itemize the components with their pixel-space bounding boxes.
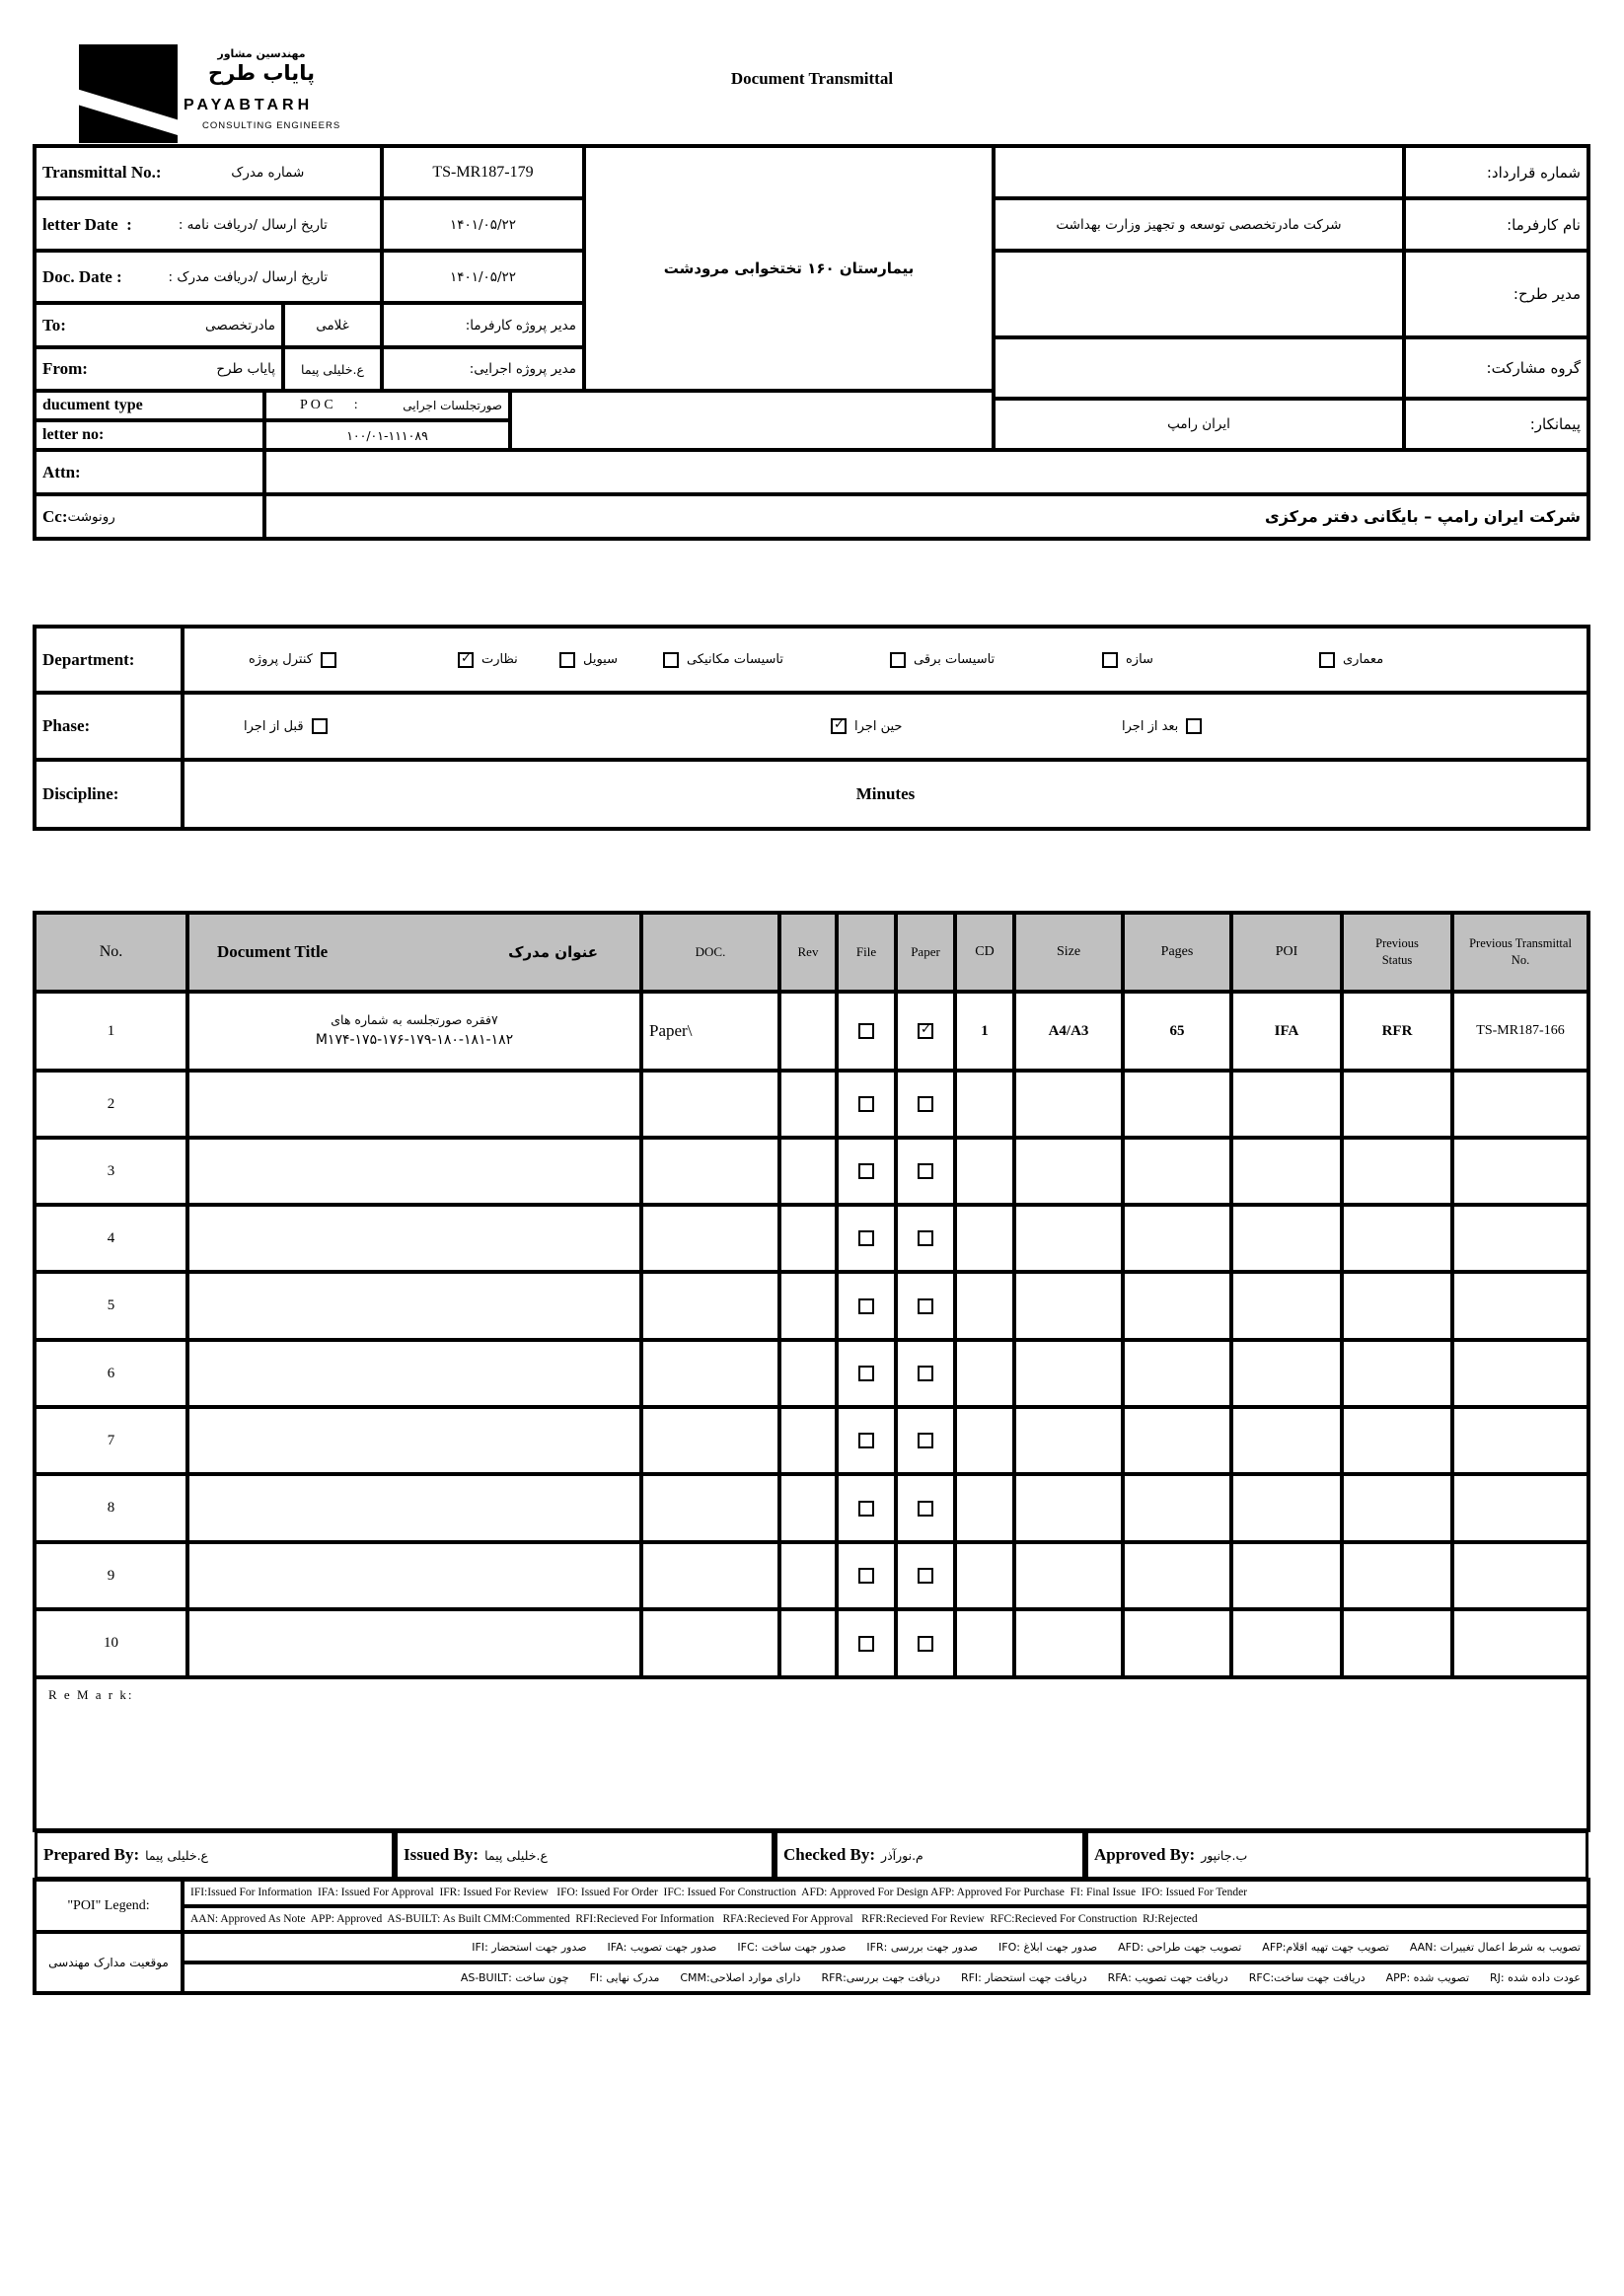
civil-label: سیویل <box>583 652 618 667</box>
header-title-en: Document Title <box>217 942 329 961</box>
doc-row-4-size <box>1014 1205 1123 1272</box>
doc-row-2-prev_transmittal <box>1452 1071 1588 1138</box>
department-architecture <box>1319 652 1383 668</box>
partnership-value[interactable] <box>994 337 1404 399</box>
doc-row-7-rev <box>779 1407 837 1474</box>
supervision-checkbox[interactable] <box>458 652 474 668</box>
header-no: No. <box>35 913 187 992</box>
doc-row-4-prev_status <box>1342 1205 1452 1272</box>
doc-row-9-prev_transmittal <box>1452 1542 1588 1609</box>
doc-type-en: P O C : <box>300 398 358 412</box>
page-title: Document Transmittal <box>730 69 894 88</box>
logo-en-subtitle: CONSULTING ENGINEERS <box>202 120 341 131</box>
doc-type-value <box>264 391 510 420</box>
doc-row-7-title <box>187 1407 641 1474</box>
remark-label: R e M a r k: <box>48 1687 134 1702</box>
doc-row-6-cd <box>955 1340 1014 1407</box>
during-execution-checkbox[interactable] <box>831 718 847 734</box>
prepared-by-label: Prepared By: <box>43 1845 140 1864</box>
header-rev: Rev <box>779 913 837 992</box>
design-manager-label: مدیر طرح: <box>1404 251 1588 337</box>
electrical-label: تاسیسات برقی <box>914 652 996 667</box>
letter-date-cell <box>35 198 382 251</box>
prepared-by-cell <box>35 1830 395 1880</box>
doc-row-5-paper <box>896 1272 955 1340</box>
doc-row-10-paper <box>896 1609 955 1677</box>
approved-by-value: ب.جانپور <box>1201 1847 1248 1863</box>
doc-row-5-prev_transmittal <box>1452 1272 1588 1340</box>
doc-row-9-pages <box>1123 1542 1231 1609</box>
partnership-label: گروه مشارکت: <box>1404 337 1588 399</box>
transmittal-no-label-en: Transmittal No.: <box>42 162 162 182</box>
department-civil <box>559 652 618 668</box>
civil-checkbox[interactable] <box>559 652 575 668</box>
doc-row-2-paper <box>896 1071 955 1138</box>
doc-row-6-pages <box>1123 1340 1231 1407</box>
checked-by-cell <box>775 1830 1085 1880</box>
doc-row-9-no: 9 <box>35 1542 187 1609</box>
paper-checkbox[interactable] <box>918 1501 933 1517</box>
paper-checkbox[interactable] <box>918 1298 933 1314</box>
before-execution-checkbox[interactable] <box>312 718 328 734</box>
file-checkbox[interactable] <box>858 1023 874 1039</box>
header-file: File <box>837 913 896 992</box>
header-pages: Pages <box>1123 913 1231 992</box>
phase-label: Phase: <box>35 693 183 760</box>
doc-row-4-doc <box>641 1205 779 1272</box>
paper-checkbox[interactable] <box>918 1163 933 1179</box>
doc-row-6-rev <box>779 1340 837 1407</box>
issued-by-value: ع.خلیلی پیما <box>484 1847 548 1863</box>
doc-row-3-file <box>837 1138 896 1205</box>
file-checkbox[interactable] <box>858 1636 874 1652</box>
poi-legend-en-line1: IFI:Issued For Information IFA: Issued For Approval IFR: Issued For Review IFO: Issued For Order IFC: Issued For Construction AFD: Approved For Design AFP: Approved For Purchase FI: Final Issue IFO: Issued For Tender <box>183 1880 1588 1906</box>
doc-row-4-paper <box>896 1205 955 1272</box>
department-supervision <box>458 652 518 668</box>
client-name-label: نام کارفرما: <box>1404 198 1588 251</box>
doc-row-2-doc <box>641 1071 779 1138</box>
doc-row-1-file <box>837 992 896 1071</box>
doc-row-3-size <box>1014 1138 1123 1205</box>
during-execution-label: حین اجرا <box>854 718 903 734</box>
project-control-checkbox[interactable] <box>321 652 336 668</box>
to-person: غلامی <box>283 303 382 347</box>
contractor-label: پیمانکار: <box>1404 399 1588 450</box>
doc-row-7-prev_transmittal <box>1452 1407 1588 1474</box>
doc-row-5-file <box>837 1272 896 1340</box>
doc-type-label: ducument type <box>35 391 264 420</box>
paper-checkbox[interactable] <box>918 1636 933 1652</box>
doc-row-6-paper <box>896 1340 955 1407</box>
file-checkbox[interactable] <box>858 1366 874 1381</box>
project-name-cell: بیمارستان ۱۶۰ تختخوابی مرودشت <box>584 146 994 391</box>
doc-title-line2: M۱۷۴-۱۷۵-۱۷۶-۱۷۹-۱۸۰-۱۸۱-۱۸۲ <box>315 1031 514 1048</box>
doc-row-1-title <box>187 992 641 1071</box>
project-control-label: کنترل پروژه <box>249 652 313 667</box>
doc-row-8-no: 8 <box>35 1474 187 1542</box>
doc-row-9-title <box>187 1542 641 1609</box>
doc-row-4-title <box>187 1205 641 1272</box>
logo-fa-name: پایاب طرح <box>208 61 315 85</box>
mechanical-label: تاسیسات مکانیکی <box>687 652 783 667</box>
header-size: Size <box>1014 913 1123 992</box>
transmittal-no-cell <box>35 146 382 198</box>
letter-date-value: ۱۴۰۱/۰۵/۲۲ <box>382 198 584 251</box>
doc-row-6-prev_transmittal <box>1452 1340 1588 1407</box>
cc-label-fa: رونوشت <box>67 508 115 525</box>
doc-row-10-pages <box>1123 1609 1231 1677</box>
doc-row-5-cd <box>955 1272 1014 1340</box>
doc-row-9-prev_status <box>1342 1542 1452 1609</box>
doc-row-5-title <box>187 1272 641 1340</box>
doc-row-5-poi <box>1231 1272 1342 1340</box>
doc-row-2-prev_status <box>1342 1071 1452 1138</box>
doc-date-cell <box>35 251 382 303</box>
poi-legend-fa-line2: عودت داده شده :RJ تصویب شده :APP دریافت جهت ساخت:RFC دریافت جهت تصویب :RFA دریافت جهت استحضار :RFI دریافت جهت بررسی:RFR دارای موارد اصلاحی:CMM مدرک نهایی :FI چون ساخت :AS-BUILT <box>183 1963 1588 1993</box>
doc-row-3-prev_status <box>1342 1138 1452 1205</box>
doc-row-3-doc <box>641 1138 779 1205</box>
issued-by-label: Issued By: <box>404 1845 480 1864</box>
exec-pm-label: مدیر پروژه اجرایی: <box>382 347 584 391</box>
header-title <box>187 913 641 992</box>
doc-row-7-no: 7 <box>35 1407 187 1474</box>
department-structure <box>1102 652 1153 668</box>
to-cell <box>35 303 283 347</box>
paper-checkbox[interactable] <box>918 1023 933 1039</box>
doc-row-7-doc <box>641 1407 779 1474</box>
doc-row-6-size <box>1014 1340 1123 1407</box>
doc-row-7-prev_status <box>1342 1407 1452 1474</box>
doc-row-4-file <box>837 1205 896 1272</box>
doc-row-2-pages <box>1123 1071 1231 1138</box>
empty-cell <box>510 391 994 450</box>
doc-row-3-poi <box>1231 1138 1342 1205</box>
doc-row-8-prev_status <box>1342 1474 1452 1542</box>
doc-row-8-file <box>837 1474 896 1542</box>
department-options <box>183 627 1588 693</box>
doc-row-6-doc <box>641 1340 779 1407</box>
doc-row-9-size <box>1014 1542 1123 1609</box>
file-checkbox[interactable] <box>858 1163 874 1179</box>
department-electrical <box>890 652 995 668</box>
structure-label: سازه <box>1126 652 1153 667</box>
paper-checkbox[interactable] <box>918 1568 933 1584</box>
doc-date-label-en: Doc. Date : <box>42 266 122 286</box>
header-doc: DOC. <box>641 913 779 992</box>
doc-row-8-rev <box>779 1474 837 1542</box>
doc-row-5-doc <box>641 1272 779 1340</box>
doc-row-7-cd <box>955 1407 1014 1474</box>
doc-row-4-rev <box>779 1205 837 1272</box>
prepared-by-value: ع.خلیلی پیما <box>145 1847 209 1863</box>
letter-date-label-en: letter Date : <box>42 214 132 234</box>
doc-row-8-cd <box>955 1474 1014 1542</box>
doc-row-7-paper <box>896 1407 955 1474</box>
doc-row-10-prev_transmittal <box>1452 1609 1588 1677</box>
doc-row-7-pages <box>1123 1407 1231 1474</box>
doc-row-2-size <box>1014 1071 1123 1138</box>
doc-row-5-prev_status <box>1342 1272 1452 1340</box>
doc-row-7-poi <box>1231 1407 1342 1474</box>
doc-row-6-title <box>187 1340 641 1407</box>
doc-row-4-no: 4 <box>35 1205 187 1272</box>
poi-legend-en-line2: AAN: Approved As Note APP: Approved AS-BUILT: As Built CMM:Commented RFI:Recieved For Information RFA:Recieved For Approval RFR:Recieved For Review RFC:Recieved For Construction RJ:Rejected <box>183 1906 1588 1932</box>
department-mechanical <box>663 652 783 668</box>
doc-row-2-file <box>837 1071 896 1138</box>
doc-row-8-pages <box>1123 1474 1231 1542</box>
poi-legend-label: "POI" Legend: <box>35 1880 183 1932</box>
mechanical-checkbox[interactable] <box>663 652 679 668</box>
doc-row-1-doc: Paper\ <box>641 992 779 1071</box>
doc-row-6-file <box>837 1340 896 1407</box>
supervision-label: نظارت <box>481 652 518 667</box>
file-checkbox[interactable] <box>858 1298 874 1314</box>
approved-by-cell <box>1085 1830 1588 1880</box>
doc-row-10-cd <box>955 1609 1014 1677</box>
after-execution-label: بعد از اجرا <box>1122 718 1179 734</box>
doc-row-10-poi <box>1231 1609 1342 1677</box>
contractor-value: ایران رامپ <box>994 399 1404 450</box>
cc-label-en: Cc: <box>42 506 68 526</box>
doc-row-10-file <box>837 1609 896 1677</box>
doc-row-3-no: 3 <box>35 1138 187 1205</box>
doc-status-label: موقعیت مدارک مهندسی <box>35 1932 183 1993</box>
electrical-checkbox[interactable] <box>890 652 906 668</box>
phase-after-execution <box>1122 718 1202 734</box>
phase-options <box>183 693 1588 760</box>
doc-row-9-rev <box>779 1542 837 1609</box>
doc-row-4-prev_transmittal <box>1452 1205 1588 1272</box>
doc-row-9-cd <box>955 1542 1014 1609</box>
logo-en-name: PAYABTARH <box>184 97 314 113</box>
transmittal-no-label-fa: شماره مدرک <box>231 164 305 181</box>
attn-value[interactable] <box>264 450 1588 494</box>
doc-row-3-prev_transmittal <box>1452 1138 1588 1205</box>
doc-row-9-doc <box>641 1542 779 1609</box>
remark-cell[interactable] <box>35 1677 1588 1830</box>
doc-row-8-paper <box>896 1474 955 1542</box>
issued-by-cell <box>395 1830 775 1880</box>
department-label: Department: <box>35 627 183 693</box>
doc-row-1-prev_status: RFR <box>1342 992 1452 1071</box>
doc-row-2-no: 2 <box>35 1071 187 1138</box>
file-checkbox[interactable] <box>858 1568 874 1584</box>
doc-row-4-poi <box>1231 1205 1342 1272</box>
doc-title-line1: ۷فقره صورتجلسه به شماره های <box>331 1012 498 1028</box>
doc-row-10-title <box>187 1609 641 1677</box>
approved-by-label: Approved By: <box>1094 1845 1196 1864</box>
checked-by-value: م.نورآذر <box>881 1847 923 1863</box>
doc-row-2-poi <box>1231 1071 1342 1138</box>
doc-row-5-no: 5 <box>35 1272 187 1340</box>
header-cd: CD <box>955 913 1014 992</box>
paper-checkbox[interactable] <box>918 1096 933 1112</box>
doc-row-10-no: 10 <box>35 1609 187 1677</box>
contract-no-label: شماره قرارداد: <box>1404 146 1588 198</box>
file-checkbox[interactable] <box>858 1501 874 1517</box>
attn-label: Attn: <box>35 450 264 494</box>
discipline-value: Minutes <box>183 760 1588 829</box>
doc-row-8-poi <box>1231 1474 1342 1542</box>
doc-row-1-poi: IFA <box>1231 992 1342 1071</box>
discipline-label: Discipline: <box>35 760 183 829</box>
department-project-control <box>249 652 336 668</box>
doc-row-9-poi <box>1231 1542 1342 1609</box>
from-person: ع.خلیلی پیما <box>283 347 382 391</box>
payabtarh-logo-icon <box>79 44 178 143</box>
before-execution-label: قبل از اجرا <box>244 718 304 734</box>
phase-before-execution <box>244 718 328 734</box>
doc-row-3-title <box>187 1138 641 1205</box>
doc-row-1-size: A4/A3 <box>1014 992 1123 1071</box>
from-value: پایاب طرح <box>216 361 275 377</box>
doc-row-9-paper <box>896 1542 955 1609</box>
header-title-fa: عنوان مدرک <box>508 943 598 961</box>
doc-row-8-doc <box>641 1474 779 1542</box>
doc-row-6-no: 6 <box>35 1340 187 1407</box>
doc-row-8-title <box>187 1474 641 1542</box>
file-checkbox[interactable] <box>858 1433 874 1448</box>
poi-legend-fa-line1: تصویب به شرط اعمال تغییرات :AAN تصویب جهت تهیه اقلام:AFP تصویب جهت طراحی :AFD صدور جهت ابلاغ :IFO صدور جهت بررسی :IFR صدور جهت ساخت :IFC صدور جهت تصویب :IFA صدور جهت استحضار :IFI <box>183 1932 1588 1963</box>
doc-row-10-rev <box>779 1609 837 1677</box>
doc-row-3-rev <box>779 1138 837 1205</box>
paper-checkbox[interactable] <box>918 1433 933 1448</box>
doc-row-1-pages: 65 <box>1123 992 1231 1071</box>
doc-row-5-size <box>1014 1272 1123 1340</box>
from-label: From: <box>42 359 88 378</box>
doc-row-3-paper <box>896 1138 955 1205</box>
doc-row-1-rev <box>779 992 837 1071</box>
header-previous-transmittal: Previous Transmittal No. <box>1452 913 1588 992</box>
logo-fa-tagline: مهندسین مشاور <box>217 47 306 60</box>
doc-row-7-size <box>1014 1407 1123 1474</box>
letter-no-label: letter no: <box>35 420 264 450</box>
phase-during-execution <box>831 718 902 734</box>
client-pm-label: مدیر پروژه کارفرما: <box>382 303 584 347</box>
file-checkbox[interactable] <box>858 1096 874 1112</box>
checked-by-label: Checked By: <box>783 1845 876 1864</box>
doc-row-1-cd: 1 <box>955 992 1014 1071</box>
doc-row-7-file <box>837 1407 896 1474</box>
doc-row-4-cd <box>955 1205 1014 1272</box>
doc-row-10-size <box>1014 1609 1123 1677</box>
after-execution-checkbox[interactable] <box>1186 718 1202 734</box>
file-checkbox[interactable] <box>858 1230 874 1246</box>
header-previous-status: Previous Status <box>1342 913 1452 992</box>
doc-row-8-prev_transmittal <box>1452 1474 1588 1542</box>
doc-row-1-paper <box>896 992 955 1071</box>
transmittal-no-value: TS-MR187-179 <box>382 146 584 198</box>
paper-checkbox[interactable] <box>918 1230 933 1246</box>
cc-cell <box>35 494 264 539</box>
header-paper: Paper <box>896 913 955 992</box>
doc-row-10-prev_status <box>1342 1609 1452 1677</box>
doc-row-8-size <box>1014 1474 1123 1542</box>
client-name-value: شرکت مادرتخصصی توسعه و تجهیز وزارت بهداشت <box>994 198 1404 251</box>
doc-row-2-title <box>187 1071 641 1138</box>
letter-no-value: ۱۰۰/۰۱-۱۱۱۰۸۹ <box>264 420 510 450</box>
to-value: مادرتخصصی <box>204 317 275 333</box>
doc-row-2-rev <box>779 1071 837 1138</box>
letter-date-label-fa: تاریخ ارسال /دریافت نامه : <box>178 216 328 233</box>
doc-row-3-cd <box>955 1138 1014 1205</box>
doc-row-6-prev_status <box>1342 1340 1452 1407</box>
doc-type-fa: صورتجلسات اجرایی <box>403 399 502 412</box>
doc-row-2-cd <box>955 1071 1014 1138</box>
doc-row-9-file <box>837 1542 896 1609</box>
structure-checkbox[interactable] <box>1102 652 1118 668</box>
doc-date-value: ۱۴۰۱/۰۵/۲۲ <box>382 251 584 303</box>
doc-row-5-pages <box>1123 1272 1231 1340</box>
contract-no-value[interactable] <box>994 146 1404 198</box>
paper-checkbox[interactable] <box>918 1366 933 1381</box>
design-manager-value[interactable] <box>994 251 1404 337</box>
doc-row-1-prev_transmittal: TS-MR187-166 <box>1452 992 1588 1071</box>
cc-value: شرکت ایران رامپ – بایگانی دفتر مرکزی <box>264 494 1588 539</box>
architecture-label: معماری <box>1343 652 1384 667</box>
doc-row-3-pages <box>1123 1138 1231 1205</box>
architecture-checkbox[interactable] <box>1319 652 1335 668</box>
doc-date-label-fa: تاریخ ارسال /دریافت مدرک : <box>168 268 329 285</box>
header-poi: POI <box>1231 913 1342 992</box>
doc-row-6-poi <box>1231 1340 1342 1407</box>
doc-row-5-rev <box>779 1272 837 1340</box>
doc-row-10-doc <box>641 1609 779 1677</box>
from-cell <box>35 347 283 391</box>
doc-row-4-pages <box>1123 1205 1231 1272</box>
to-label: To: <box>42 315 66 334</box>
doc-row-1-no: 1 <box>35 992 187 1071</box>
